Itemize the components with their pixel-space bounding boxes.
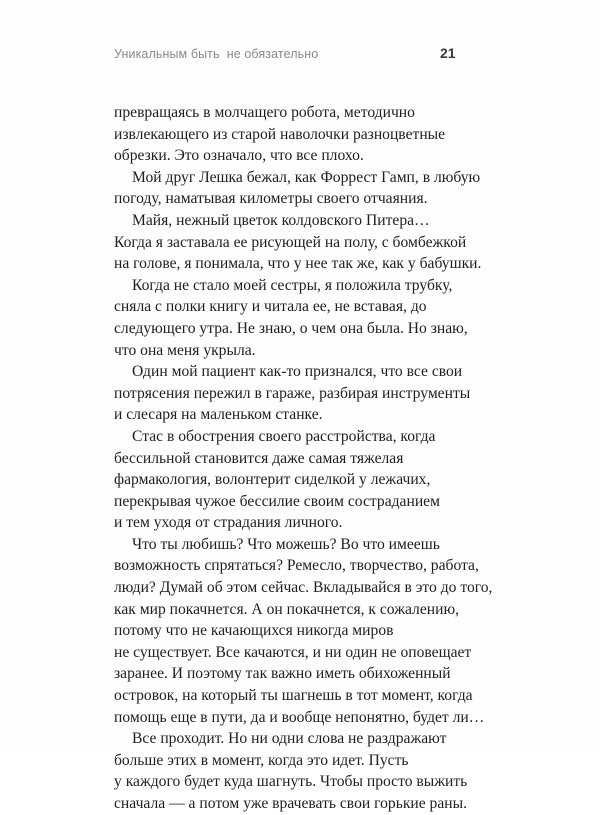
paragraph	[114, 426, 474, 534]
text-line: Стас в обострения своего расстройства, когда	[132, 427, 436, 445]
paragraph	[114, 534, 493, 728]
text-line: что она меня укрыла.	[114, 341, 256, 359]
text-line: люди? Думай об этом сейчас. Вкладывайся в это до того,	[114, 579, 493, 597]
text-line: фармакология, волонтерит сиделкой у лежачих,	[114, 471, 431, 489]
text-line: Майя, нежный цветок колдовского Питера…	[132, 211, 430, 229]
text-line: и слесаря на маленьком станке.	[114, 406, 323, 424]
page-number: 21	[440, 45, 456, 61]
text-line: погоду, наматывая километры своего отчаяния.	[114, 190, 428, 208]
text-line: у каждого будет куда шагнуть. Чтобы просто выжить	[114, 773, 468, 791]
paragraph	[114, 167, 481, 210]
text-line: на голове, я понимала, что у нее так же, как у бабушки.	[114, 255, 482, 273]
body-text	[114, 102, 493, 815]
text-line: перекрывая чужое бессилие своим состраданием	[114, 492, 440, 510]
text-line: обрезки. Это означало, что все плохо.	[114, 147, 364, 165]
text-line: Когда я заставала ее рисующей на полу, с бомбежкой	[114, 233, 467, 251]
text-line: бессильной становится даже самая тяжелая	[114, 449, 404, 467]
text-line: Мой друг Лешка бежал, как Форрест Гамп, в любую	[132, 168, 481, 186]
paragraph	[114, 275, 474, 361]
text-line: потому что не качающихся никогда миров	[114, 622, 394, 640]
text-line: больше этих в момент, когда это идет. Пусть	[114, 751, 409, 769]
text-line: извлекающего из старой наволочки разноцветные	[114, 125, 446, 143]
paragraph	[114, 728, 474, 814]
text-line: Один мой пациент как-то признался, что все свои	[132, 363, 463, 381]
text-line: сначала — а потом уже врачевать свои горькие раны.	[114, 795, 467, 812]
text-line: возможность спрятаться? Ремесло, творчество, работа,	[114, 557, 479, 575]
text-line: Что ты любишь? Что можешь? Во что имеешь	[132, 535, 440, 553]
text-line: следующего утра. Не знаю, о чем она была. Но знаю,	[114, 319, 468, 337]
running-title: Уникальным быть не обязательно	[114, 47, 319, 61]
paragraph	[114, 210, 482, 275]
text-line: как мир покачнется. А он покачнется, к сожалению,	[114, 600, 459, 618]
text-line: сняла с полки книгу и читала ее, не вставая, до	[114, 298, 427, 316]
text-line: заранее. И поэтому так важно иметь обихоженный	[114, 665, 451, 683]
text-line: превращаясь в молчащего робота, методично	[114, 104, 415, 121]
text-line: потрясения пережил в гараже, разбирая инструменты	[114, 384, 471, 402]
text-line: Когда не стало моей сестры, я положила трубку,	[132, 276, 453, 294]
text-line: Все проходит. Но ни одни слова не раздражают	[132, 730, 447, 748]
paragraph	[114, 361, 474, 426]
text-line: не существует. Все качаются, и ни один не оповещает	[114, 643, 472, 661]
text-line: и тем уходя от страдания личного.	[114, 514, 343, 532]
text-line: помощь еще в пути, да и вообще непонятно, будет ли…	[114, 708, 485, 726]
paragraph	[114, 102, 474, 167]
text-line: островок, на который ты шагнешь в тот момент, когда	[114, 687, 473, 705]
